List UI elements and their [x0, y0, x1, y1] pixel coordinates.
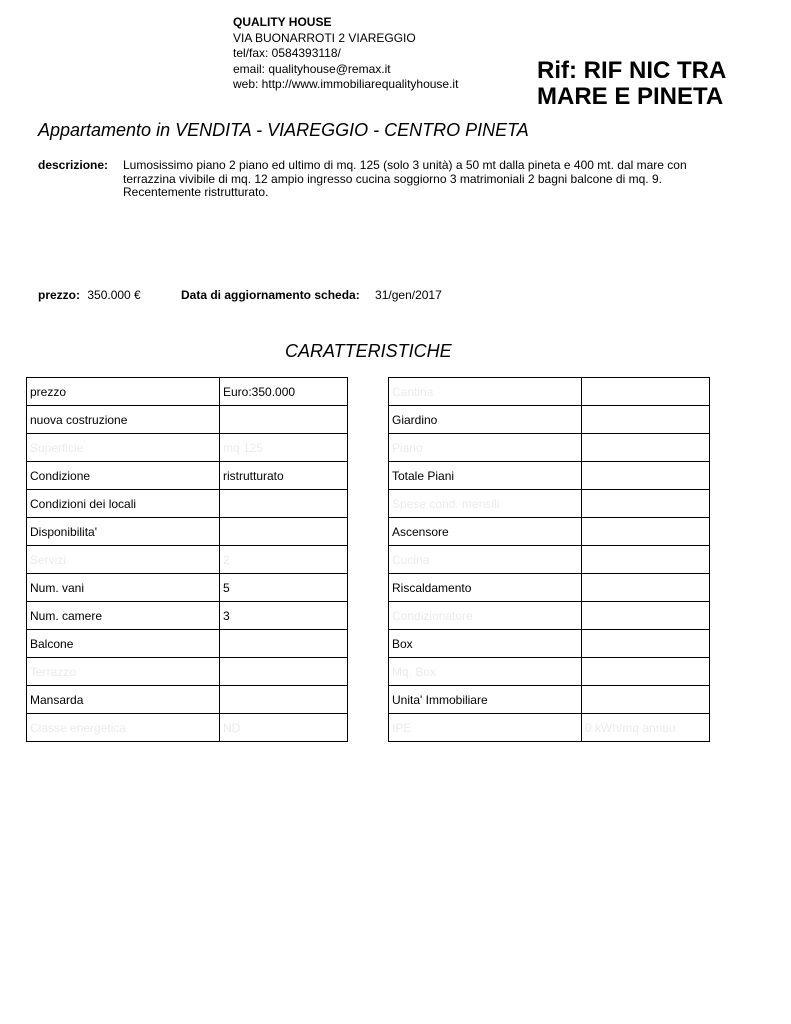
feature-value: ND: [220, 714, 348, 742]
feature-row: [27, 574, 348, 602]
feature-label: prezzo: [27, 378, 220, 406]
feature-value: [582, 406, 710, 434]
feature-row: [27, 490, 348, 518]
section-title: CARATTERISTICHE: [285, 341, 452, 361]
feature-row: [27, 630, 348, 658]
feature-label: Piano: [389, 434, 582, 462]
feature-row: [27, 658, 348, 686]
agency-telfax: tel/fax: 0584393118/: [233, 46, 341, 60]
feature-row: [27, 406, 348, 434]
feature-label: Terrazzo: [27, 658, 220, 686]
feature-label: Box: [389, 630, 582, 658]
feature-value: 2: [220, 546, 348, 574]
feature-row: [389, 546, 710, 574]
feature-label: Superficie: [27, 434, 220, 462]
agency-info: [233, 15, 458, 93]
description-text: Lumosissimo piano 2 piano ed ultimo di mq. 125 (solo 3 unità) a 50 mt dalla pineta e 400 mt. dal mare con terrazzina vivibile di mq. 12 ampio ingresso cucina soggiorno 3 matrimoniali 2 bagni balcone di mq. 9. Recentemente ristrutturato.: [123, 158, 687, 199]
feature-label: Spese cond. mensili: [389, 490, 582, 518]
feature-value: [582, 378, 710, 406]
agency-email: email: qualityhouse@remax.it: [233, 61, 391, 76]
feature-row: [389, 714, 710, 742]
feature-value: [582, 462, 710, 490]
feature-value: [582, 574, 710, 602]
update-date-value: 31/gen/2017: [375, 288, 442, 302]
reference-line-2: MARE E PINETA: [537, 83, 724, 110]
description-label: descrizione:: [38, 158, 109, 172]
feature-label: Totale Piani: [389, 462, 582, 490]
feature-value: [220, 406, 348, 434]
feature-row: [389, 658, 710, 686]
feature-value: Euro:350.000: [220, 378, 348, 406]
feature-label: Servizi: [27, 546, 220, 574]
feature-value: [582, 630, 710, 658]
feature-label: Cucina: [389, 546, 582, 574]
feature-row: [389, 686, 710, 714]
feature-label: Giardino: [389, 406, 582, 434]
price-label: prezzo:: [38, 288, 80, 302]
feature-row: [389, 630, 710, 658]
update-date-label: Data di aggiornamento scheda:: [181, 288, 360, 302]
reference-code: [537, 58, 726, 110]
feature-row: [27, 686, 348, 714]
feature-label: Num. vani: [27, 574, 220, 602]
feature-label: Riscaldamento: [389, 574, 582, 602]
feature-label: nuova costruzione: [27, 406, 220, 434]
feature-value: mq 125: [220, 434, 348, 462]
feature-row: [389, 602, 710, 630]
feature-row: [389, 462, 710, 490]
feature-row: [389, 378, 710, 406]
feature-row: [389, 406, 710, 434]
features-table-right: [388, 377, 710, 742]
feature-value: [220, 630, 348, 658]
feature-label: Balcone: [27, 630, 220, 658]
features-table-left: [26, 377, 348, 742]
feature-label: Cantina: [389, 378, 582, 406]
feature-row: [27, 378, 348, 406]
feature-row: [389, 490, 710, 518]
feature-row: [27, 602, 348, 630]
feature-row: [27, 434, 348, 462]
feature-value: ristrutturato: [220, 462, 348, 490]
feature-row: [27, 518, 348, 546]
feature-row: [389, 518, 710, 546]
feature-label: Condizionatore: [389, 602, 582, 630]
agency-name: QUALITY HOUSE: [233, 15, 332, 29]
feature-value: [582, 686, 710, 714]
feature-value: [582, 546, 710, 574]
feature-value: [582, 434, 710, 462]
listing-headline: Appartamento in VENDITA - VIAREGGIO - CENTRO PINETA: [38, 120, 529, 140]
price-value: 350.000 €: [87, 288, 141, 302]
feature-label: Ascensore: [389, 518, 582, 546]
feature-value: 5: [220, 574, 348, 602]
feature-label: Condizione: [27, 462, 220, 490]
feature-row: [389, 434, 710, 462]
feature-label: Num. camere: [27, 602, 220, 630]
feature-row: [27, 714, 348, 742]
feature-label: Condizioni dei locali: [27, 490, 220, 518]
feature-label: Unita' Immobiliare: [389, 686, 582, 714]
feature-row: [27, 546, 348, 574]
reference-line-1: Rif: RIF NIC TRA: [537, 57, 727, 84]
feature-value: [220, 490, 348, 518]
feature-value: 3: [220, 602, 348, 630]
feature-value: [582, 490, 710, 518]
feature-row: [27, 462, 348, 490]
feature-label: IPE: [389, 714, 582, 742]
feature-label: Mansarda: [27, 686, 220, 714]
feature-row: [389, 574, 710, 602]
feature-label: Classe energetica: [27, 714, 220, 742]
feature-label: Mq. Box: [389, 658, 582, 686]
feature-label: Disponibilita': [27, 518, 220, 546]
feature-value: [582, 658, 710, 686]
agency-address: VIA BUONARROTI 2 VIAREGGIO: [233, 30, 416, 45]
feature-value: [582, 518, 710, 546]
feature-value: [582, 602, 710, 630]
feature-value: 0 kWh/mq annuo: [582, 714, 710, 742]
feature-value: [220, 518, 348, 546]
update-date-field: [181, 288, 442, 302]
feature-value: [220, 658, 348, 686]
price-field: [38, 288, 141, 302]
agency-web: web: http://www.immobiliarequalityhouse.it: [233, 77, 459, 91]
feature-value: [220, 686, 348, 714]
